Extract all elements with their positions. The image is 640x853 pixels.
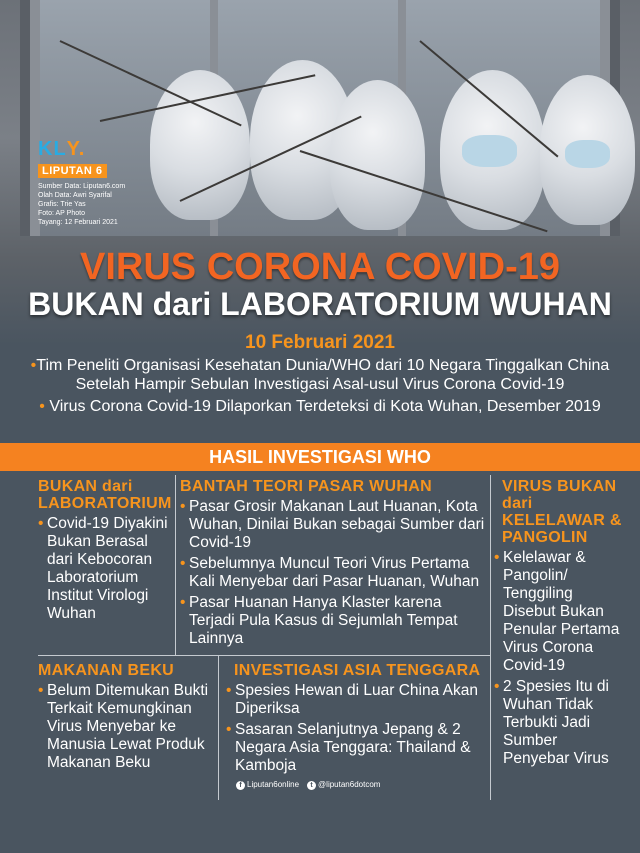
social-links — [236, 780, 380, 790]
section-heading: VIRUS BUKAN dari KELELAWAR & PANGOLIN — [502, 478, 622, 546]
section-heading: MAKANAN BEKU — [38, 662, 175, 679]
list-item: • Belum Ditemukan Bukti Terkait Kemungkinan Virus Menyebar ke Manusia Lewat Produk Makanan Beku — [38, 682, 209, 771]
kly-logo: KLY. — [38, 138, 86, 160]
list-item: • Pasar Huanan Hanya Klaster karena Terjadi Pula Kasus di Sejumlah Tempat Lainnya — [180, 594, 458, 647]
section-market — [180, 478, 490, 648]
intro-item: • Virus Corona Covid-19 Dilaporkan Terdeteksi di Kota Wuhan, Desember 2019 — [39, 398, 601, 415]
liputan6-logo: LIPUTAN 6 — [38, 164, 107, 178]
section-asia — [226, 662, 488, 775]
list-item: • Spesies Hewan di Luar China Akan Diperiksa — [226, 682, 478, 717]
face-mask — [565, 140, 610, 168]
list-item: • Sasaran Selanjutnya Jepang & 2 Negara Asia Tenggara: Thailand & Kamboja — [226, 721, 471, 774]
main-title: VIRUS CORONA COVID-19 — [80, 246, 560, 288]
section-lab — [38, 478, 173, 623]
section-heading: BUKAN dari LABORATORIUM — [38, 478, 172, 512]
list-item: • 2 Spesies Itu di Wuhan Tidak Terbukti Jadi Sumber Penyebar Virus — [494, 678, 609, 767]
credits: Sumber Data: Liputan6.com Olah Data: Awri Syarifal Grafis: Trie Yas Foto: AP Photo Tayang: 12 Februari 2021 — [38, 183, 126, 226]
face-mask — [462, 135, 517, 167]
twitter-link[interactable]: t @liputan6dotcom — [307, 780, 380, 790]
divider — [490, 475, 491, 800]
section-bat — [494, 478, 626, 768]
sub-title: BUKAN dari LABORATORIUM WUHAN — [28, 286, 612, 322]
date: 10 Februari 2021 — [245, 332, 395, 353]
list-item: • Kelelawar & Pangolin/ Tenggiling Disebut Bukan Penular Pertama Virus Corona Covid-19 — [494, 549, 620, 674]
section-frozen — [38, 662, 216, 772]
section-heading: INVESTIGASI ASIA TENGGARA — [234, 662, 481, 679]
facebook-link[interactable]: f Liputan6online — [236, 780, 299, 790]
intro — [20, 356, 620, 419]
section-heading: BANTAH TEORI PASAR WUHAN — [180, 478, 432, 495]
hazmat-figure — [330, 80, 425, 230]
divider — [38, 655, 490, 656]
list-item: • Covid-19 Diyakini Bukan Berasal dari Kebocoran Laboratorium Institut Virologi Wuhan — [38, 515, 168, 622]
intro-item: •Tim Peneliti Organisasi Kesehatan Dunia/WHO dari 10 Negara Tinggalkan China Setelah Hampir Sebulan Investigasi Asal-usul Virus Corona Covid-19 — [30, 357, 610, 393]
divider — [175, 475, 176, 655]
brand-block — [38, 138, 125, 227]
section-bar: HASIL INVESTIGASI WHO — [0, 443, 640, 471]
list-item: • Sebelumnya Muncul Teori Virus Pertama Kali Menyebar dari Pasar Huanan, Wuhan — [180, 555, 480, 590]
list-item: • Pasar Grosir Makanan Laut Huanan, Kota Wuhan, Dinilai Bukan sebagai Sumber dari Covid-19 — [180, 498, 485, 551]
divider — [218, 655, 219, 800]
facebook-icon: f — [236, 781, 245, 790]
twitter-icon: t — [307, 781, 316, 790]
